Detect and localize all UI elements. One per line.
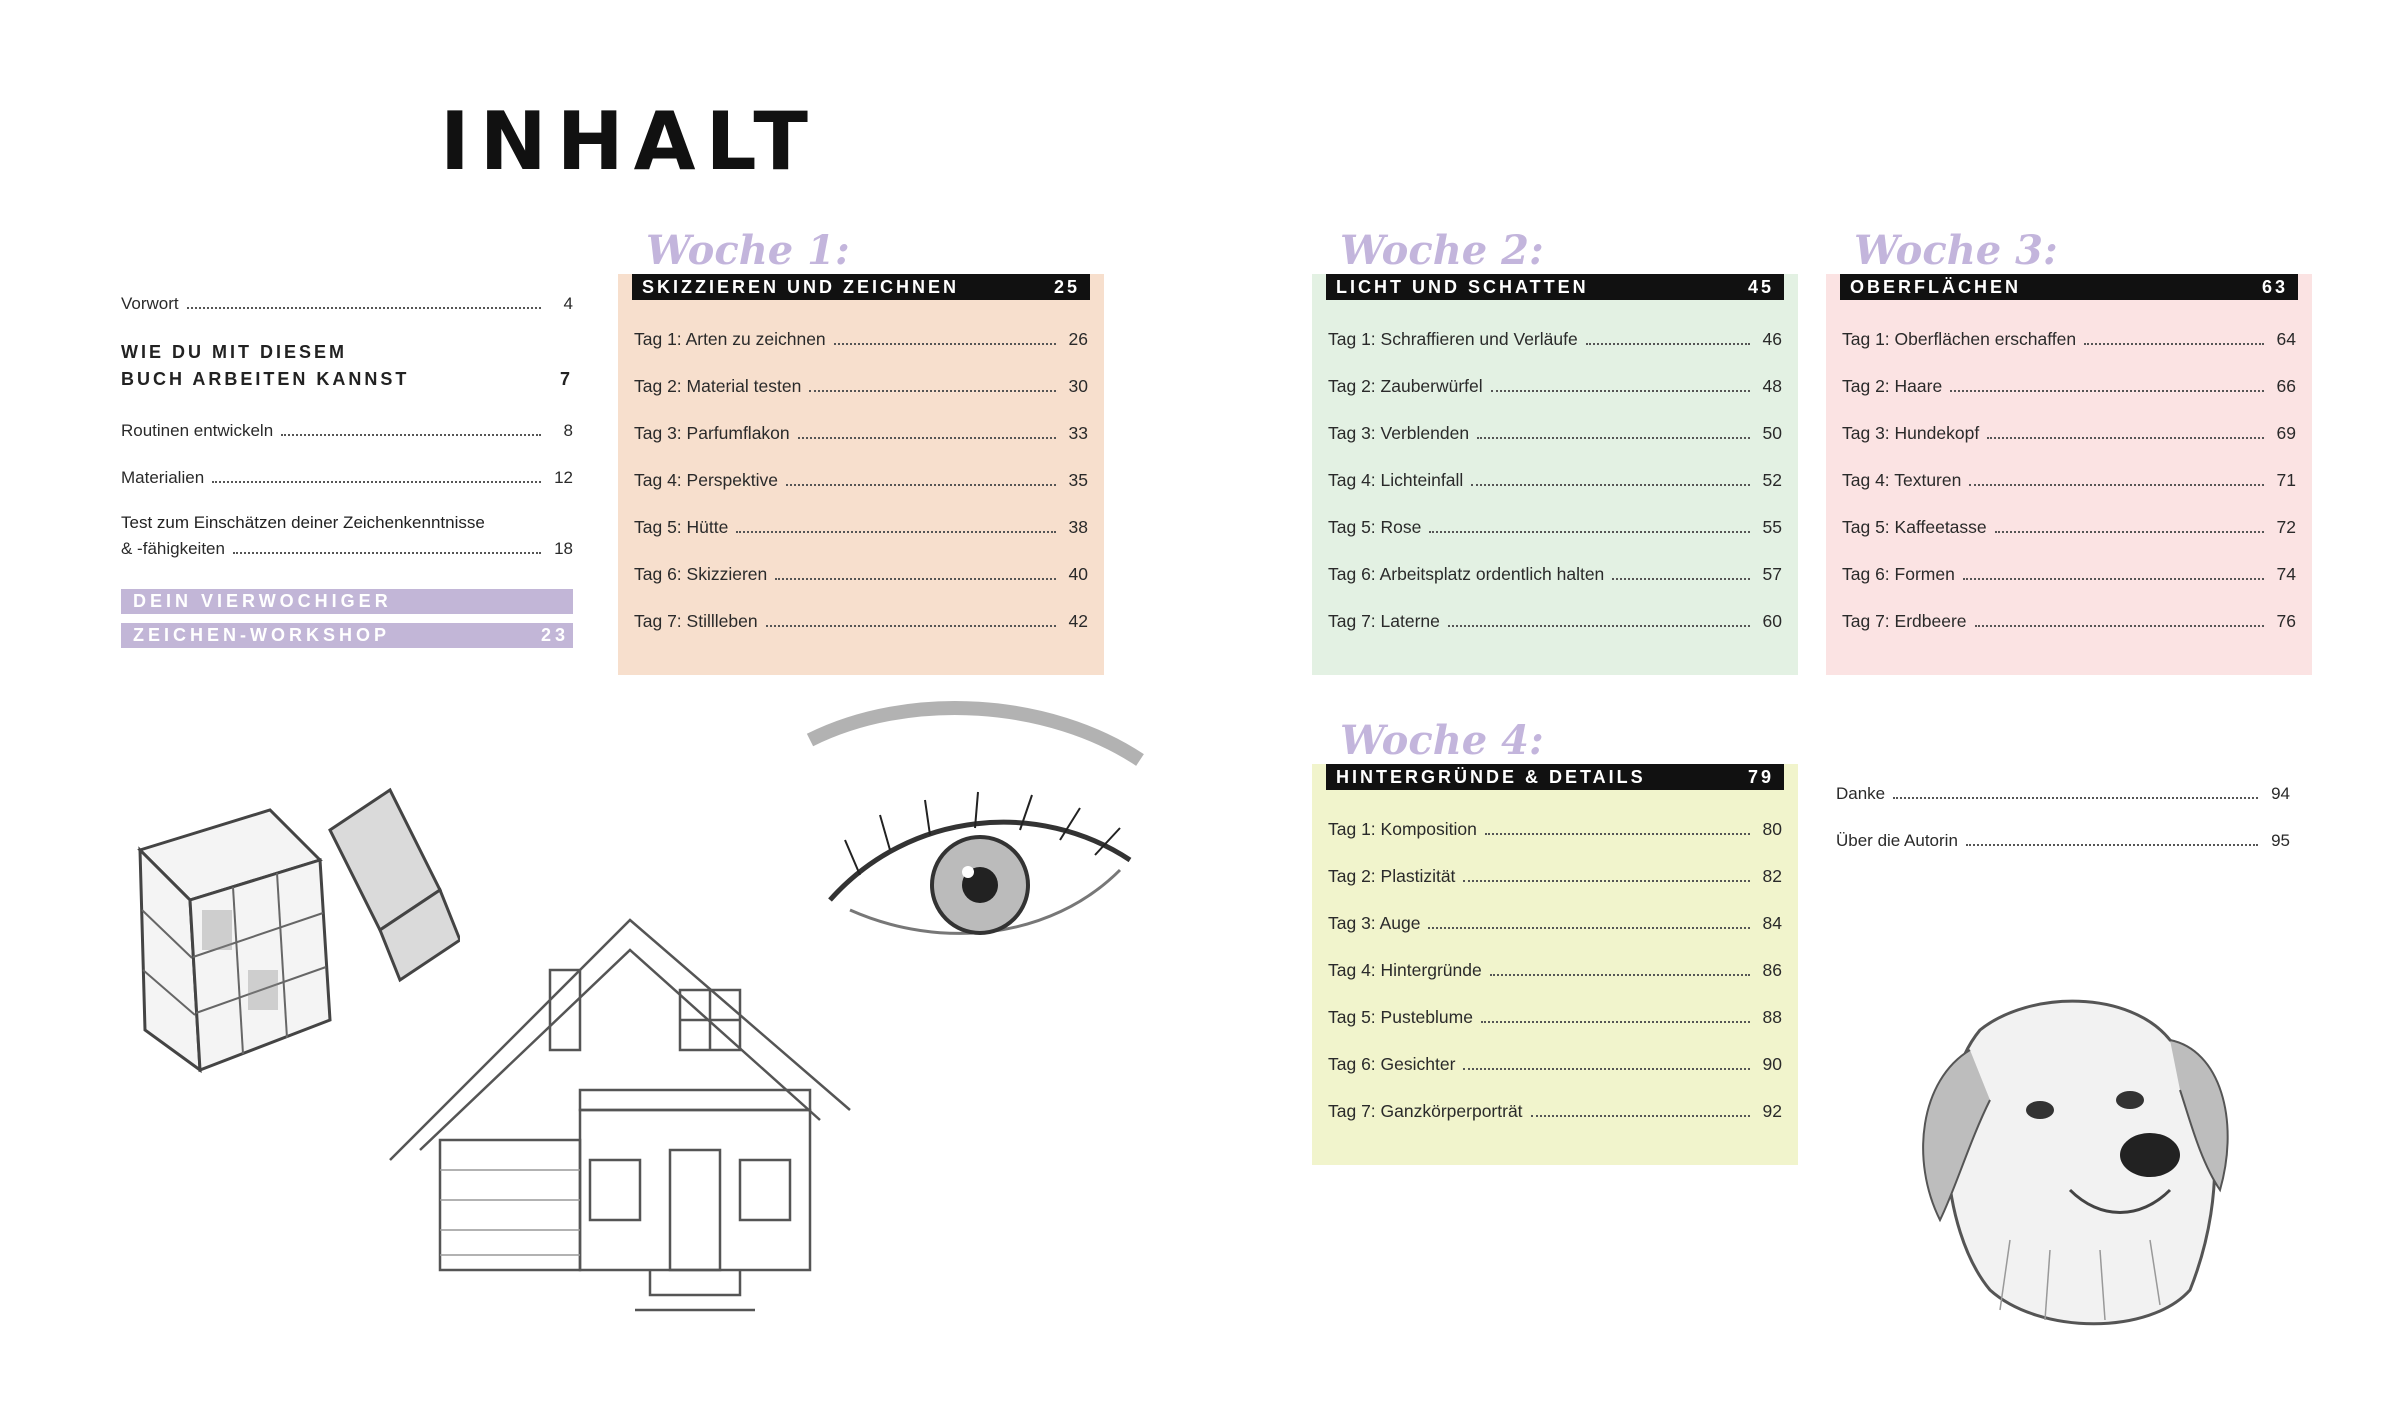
- toc-entry-week-4-day-1[interactable]: [1328, 818, 1782, 840]
- toc-entry-week-3-day-2[interactable]: [1842, 375, 2296, 397]
- week-3-section: [1826, 228, 2312, 675]
- dot-leader: [1950, 390, 2264, 392]
- dot-leader: [775, 578, 1056, 580]
- week-label: Woche 1:: [646, 227, 850, 274]
- toc-entry-label: Tag 3: Parfumflakon: [634, 423, 790, 443]
- dot-leader: [1477, 437, 1750, 439]
- toc-entry-week-3-day-5[interactable]: [1842, 516, 2296, 538]
- toc-entry-page: 64: [2276, 329, 2296, 349]
- toc-entry-label: Tag 3: Verblenden: [1328, 423, 1470, 443]
- toc-entry-week-4-day-6[interactable]: [1328, 1053, 1782, 1075]
- dot-leader: [1490, 974, 1750, 976]
- toc-entry-page: 92: [1762, 1101, 1782, 1121]
- toc-entry-page: 46: [1762, 329, 1782, 349]
- toc-entry-page: 26: [1068, 329, 1088, 349]
- week-label: Woche 2:: [1340, 227, 1544, 274]
- toc-entry-page: 84: [1762, 913, 1782, 933]
- toc-entry-label: Tag 4: Hintergründe: [1328, 960, 1482, 980]
- toc-entry-page: 76: [2276, 611, 2296, 631]
- toc-entry-page: 71: [2276, 470, 2296, 490]
- toc-entry-vorwort[interactable]: Vorwort 4: [121, 294, 573, 313]
- toc-entry-page: 69: [2276, 423, 2296, 443]
- toc-entry-label: Tag 5: Rose: [1328, 517, 1422, 537]
- toc-entry-label: Tag 6: Formen: [1842, 564, 1955, 584]
- week-items: [1312, 790, 1798, 1122]
- toc-entry-week-1-day-7[interactable]: [634, 610, 1088, 632]
- week-box: [1312, 764, 1798, 1165]
- toc-entry-label: Tag 3: Hundekopf: [1842, 423, 1980, 443]
- dot-leader: [809, 390, 1056, 392]
- toc-entry-week-4-day-7[interactable]: [1328, 1100, 1782, 1122]
- toc-entry-label: Tag 3: Auge: [1328, 913, 1421, 933]
- toc-entry-week-3-day-7[interactable]: [1842, 610, 2296, 632]
- toc-entry-label: Tag 2: Zauberwürfel: [1328, 376, 1483, 396]
- toc-entry-week-1-day-4[interactable]: [634, 469, 1088, 491]
- week-box: [618, 274, 1104, 675]
- dot-leader: [798, 437, 1056, 439]
- toc-entry-howto[interactable]: WIE DU MIT DIESEM BUCH ARBEITEN KANNST 7: [121, 339, 573, 393]
- toc-entry-week-2-day-2[interactable]: [1328, 375, 1782, 397]
- toc-entry-page: 50: [1762, 423, 1782, 443]
- dot-leader: [1463, 1068, 1750, 1070]
- week-label: Woche 4:: [1340, 717, 1544, 764]
- toc-entry-label: Tag 7: Laterne: [1328, 611, 1440, 631]
- toc-entry-week-4-day-5[interactable]: [1328, 1006, 1782, 1028]
- toc-entry-label: Tag 1: Oberflächen erschaffen: [1842, 329, 2077, 349]
- toc-entry-page: 55: [1762, 517, 1782, 537]
- toc-entry-week-3-day-1[interactable]: [1842, 328, 2296, 350]
- toc-entry-test[interactable]: Test zum Einschätzen deiner Zeichenkenntnisse & -fähigkeiten 18: [121, 513, 573, 558]
- toc-entry-week-2-day-1[interactable]: [1328, 328, 1782, 350]
- toc-entry[interactable]: Materialien 12: [121, 468, 573, 487]
- week-4-section: [1312, 718, 1798, 1165]
- week-box: [1312, 274, 1798, 675]
- toc-entry-page: 30: [1068, 376, 1088, 396]
- toc-entry-page: 72: [2276, 517, 2296, 537]
- toc-entry-week-2-day-5[interactable]: [1328, 516, 1782, 538]
- toc-entry-label: Tag 6: Arbeitsplatz ordentlich halten: [1328, 564, 1605, 584]
- toc-entry-week-2-day-7[interactable]: [1328, 610, 1782, 632]
- toc-entry-page: 86: [1762, 960, 1782, 980]
- dot-leader: [1428, 927, 1750, 929]
- toc-entry-label: Tag 4: Texturen: [1842, 470, 1962, 490]
- dot-leader: [1448, 625, 1750, 627]
- front-matter: [121, 292, 573, 657]
- toc-entry-label: Tag 7: Ganzkörperporträt: [1328, 1101, 1523, 1121]
- dot-leader: [1987, 437, 2264, 439]
- page-title: INHALT: [440, 95, 818, 188]
- toc-entry-week-3-day-3[interactable]: [1842, 422, 2296, 444]
- week-heading[interactable]: SKIZZIEREN UND ZEICHNEN 25: [632, 274, 1090, 300]
- toc-entry-label: Tag 1: Schraffieren und Verläufe: [1328, 329, 1578, 349]
- dot-leader: [1463, 880, 1750, 882]
- toc-entry-page: 42: [1068, 611, 1088, 631]
- toc-entry-label: Tag 5: Kaffeetasse: [1842, 517, 1987, 537]
- toc-entry-week-1-day-6[interactable]: [634, 563, 1088, 585]
- dot-leader: [1612, 578, 1750, 580]
- toc-entry-label: Tag 5: Hütte: [634, 517, 729, 537]
- dot-leader: [1969, 484, 2264, 486]
- week-1-section: [618, 228, 1104, 675]
- dot-leader: [1975, 625, 2264, 627]
- dot-leader: [1491, 390, 1750, 392]
- toc-entry-page: 38: [1068, 517, 1088, 537]
- toc-entry[interactable]: Routinen entwickeln 8: [121, 421, 573, 440]
- toc-entry-week-2-day-4[interactable]: [1328, 469, 1782, 491]
- toc-entry-label: Tag 1: Komposition: [1328, 819, 1477, 839]
- toc-entry-label: Tag 2: Material testen: [634, 376, 802, 396]
- toc-entry-week-3-day-4[interactable]: [1842, 469, 2296, 491]
- dot-leader: [1429, 531, 1750, 533]
- toc-entry-label: Tag 1: Arten zu zeichnen: [634, 329, 826, 349]
- dot-leader: [766, 625, 1056, 627]
- week-heading[interactable]: OBERFLÄCHEN 63: [1840, 274, 2298, 300]
- eye-illustration: [790, 700, 1160, 970]
- toc-entry-label: Tag 5: Pusteblume: [1328, 1007, 1473, 1027]
- toc-entry-page: 52: [1762, 470, 1782, 490]
- dot-leader: [786, 484, 1056, 486]
- toc-entry-week-4-day-4[interactable]: [1328, 959, 1782, 981]
- toc-entry-week-2-day-6[interactable]: [1328, 563, 1782, 585]
- dot-leader: [736, 531, 1056, 533]
- toc-entry-page: 88: [1762, 1007, 1782, 1027]
- dot-leader: [1481, 1021, 1750, 1023]
- toc-entry-label: Tag 6: Gesichter: [1328, 1054, 1456, 1074]
- toc-entry-label: Tag 6: Skizzieren: [634, 564, 768, 584]
- toc-entry-page: 57: [1762, 564, 1782, 584]
- toc-entry-page: 82: [1762, 866, 1782, 886]
- dog-illustration: [1900, 990, 2260, 1340]
- toc-entry-page: 66: [2276, 376, 2296, 396]
- toc-entry-page: 7: [559, 369, 573, 389]
- toc-entry-week-2-day-3[interactable]: [1328, 422, 1782, 444]
- dot-leader: [834, 343, 1056, 345]
- week-items: [618, 300, 1104, 632]
- toc-entry-label: Tag 2: Haare: [1842, 376, 1943, 396]
- toc-entry-page: 40: [1068, 564, 1088, 584]
- toc-entry-week-1-day-3[interactable]: [634, 422, 1088, 444]
- week-2-section: [1312, 228, 1798, 675]
- week-box: [1826, 274, 2312, 675]
- week-label: Woche 3:: [1854, 227, 2058, 274]
- toc-entry-week-1-day-5[interactable]: [634, 516, 1088, 538]
- toc-entry-week-1-day-1[interactable]: [634, 328, 1088, 350]
- week-items: [1826, 300, 2312, 632]
- toc-entry-label: Tag 7: Stillleben: [634, 611, 758, 631]
- toc-entry-page: 35: [1068, 470, 1088, 490]
- dot-leader: [1471, 484, 1750, 486]
- dot-leader: [1963, 578, 2264, 580]
- dot-leader: [1485, 833, 1750, 835]
- dot-leader: [2084, 343, 2264, 345]
- week-items: [1312, 300, 1798, 632]
- toc-entry-label: Tag 4: Perspektive: [634, 470, 778, 490]
- cabin-illustration: [380, 910, 860, 1330]
- dot-leader: [1586, 343, 1750, 345]
- workshop-banner[interactable]: DEIN VIERWOCHIGER ZEICHEN-WORKSHOP 23: [121, 589, 573, 648]
- toc-entry-label: Tag 2: Plastizität: [1328, 866, 1456, 886]
- toc-entry-page: 74: [2276, 564, 2296, 584]
- toc-entry-label: Tag 7: Erdbeere: [1842, 611, 1967, 631]
- dot-leader: [1531, 1115, 1750, 1117]
- toc-entry-page: 90: [1762, 1054, 1782, 1074]
- week-heading[interactable]: LICHT UND SCHATTEN 45: [1326, 274, 1784, 300]
- toc-entry-week-1-day-2[interactable]: [634, 375, 1088, 397]
- toc-entry-week-3-day-6[interactable]: [1842, 563, 2296, 585]
- toc-entry-page: 48: [1762, 376, 1782, 396]
- toc-entry-page: 80: [1762, 819, 1782, 839]
- back-matter: [1836, 782, 2290, 876]
- toc-entry-label: Tag 4: Lichteinfall: [1328, 470, 1464, 490]
- dot-leader: [1995, 531, 2264, 533]
- toc-entry-page: 33: [1068, 423, 1088, 443]
- toc-entry-danke[interactable]: Danke 94: [1836, 784, 2290, 803]
- toc-entry-page: 60: [1762, 611, 1782, 631]
- toc-entry-week-4-day-2[interactable]: [1328, 865, 1782, 887]
- toc-entry-week-4-day-3[interactable]: [1328, 912, 1782, 934]
- toc-entry-autorin[interactable]: Über die Autorin 95: [1836, 831, 2290, 850]
- week-heading[interactable]: HINTERGRÜNDE & DETAILS 79: [1326, 764, 1784, 790]
